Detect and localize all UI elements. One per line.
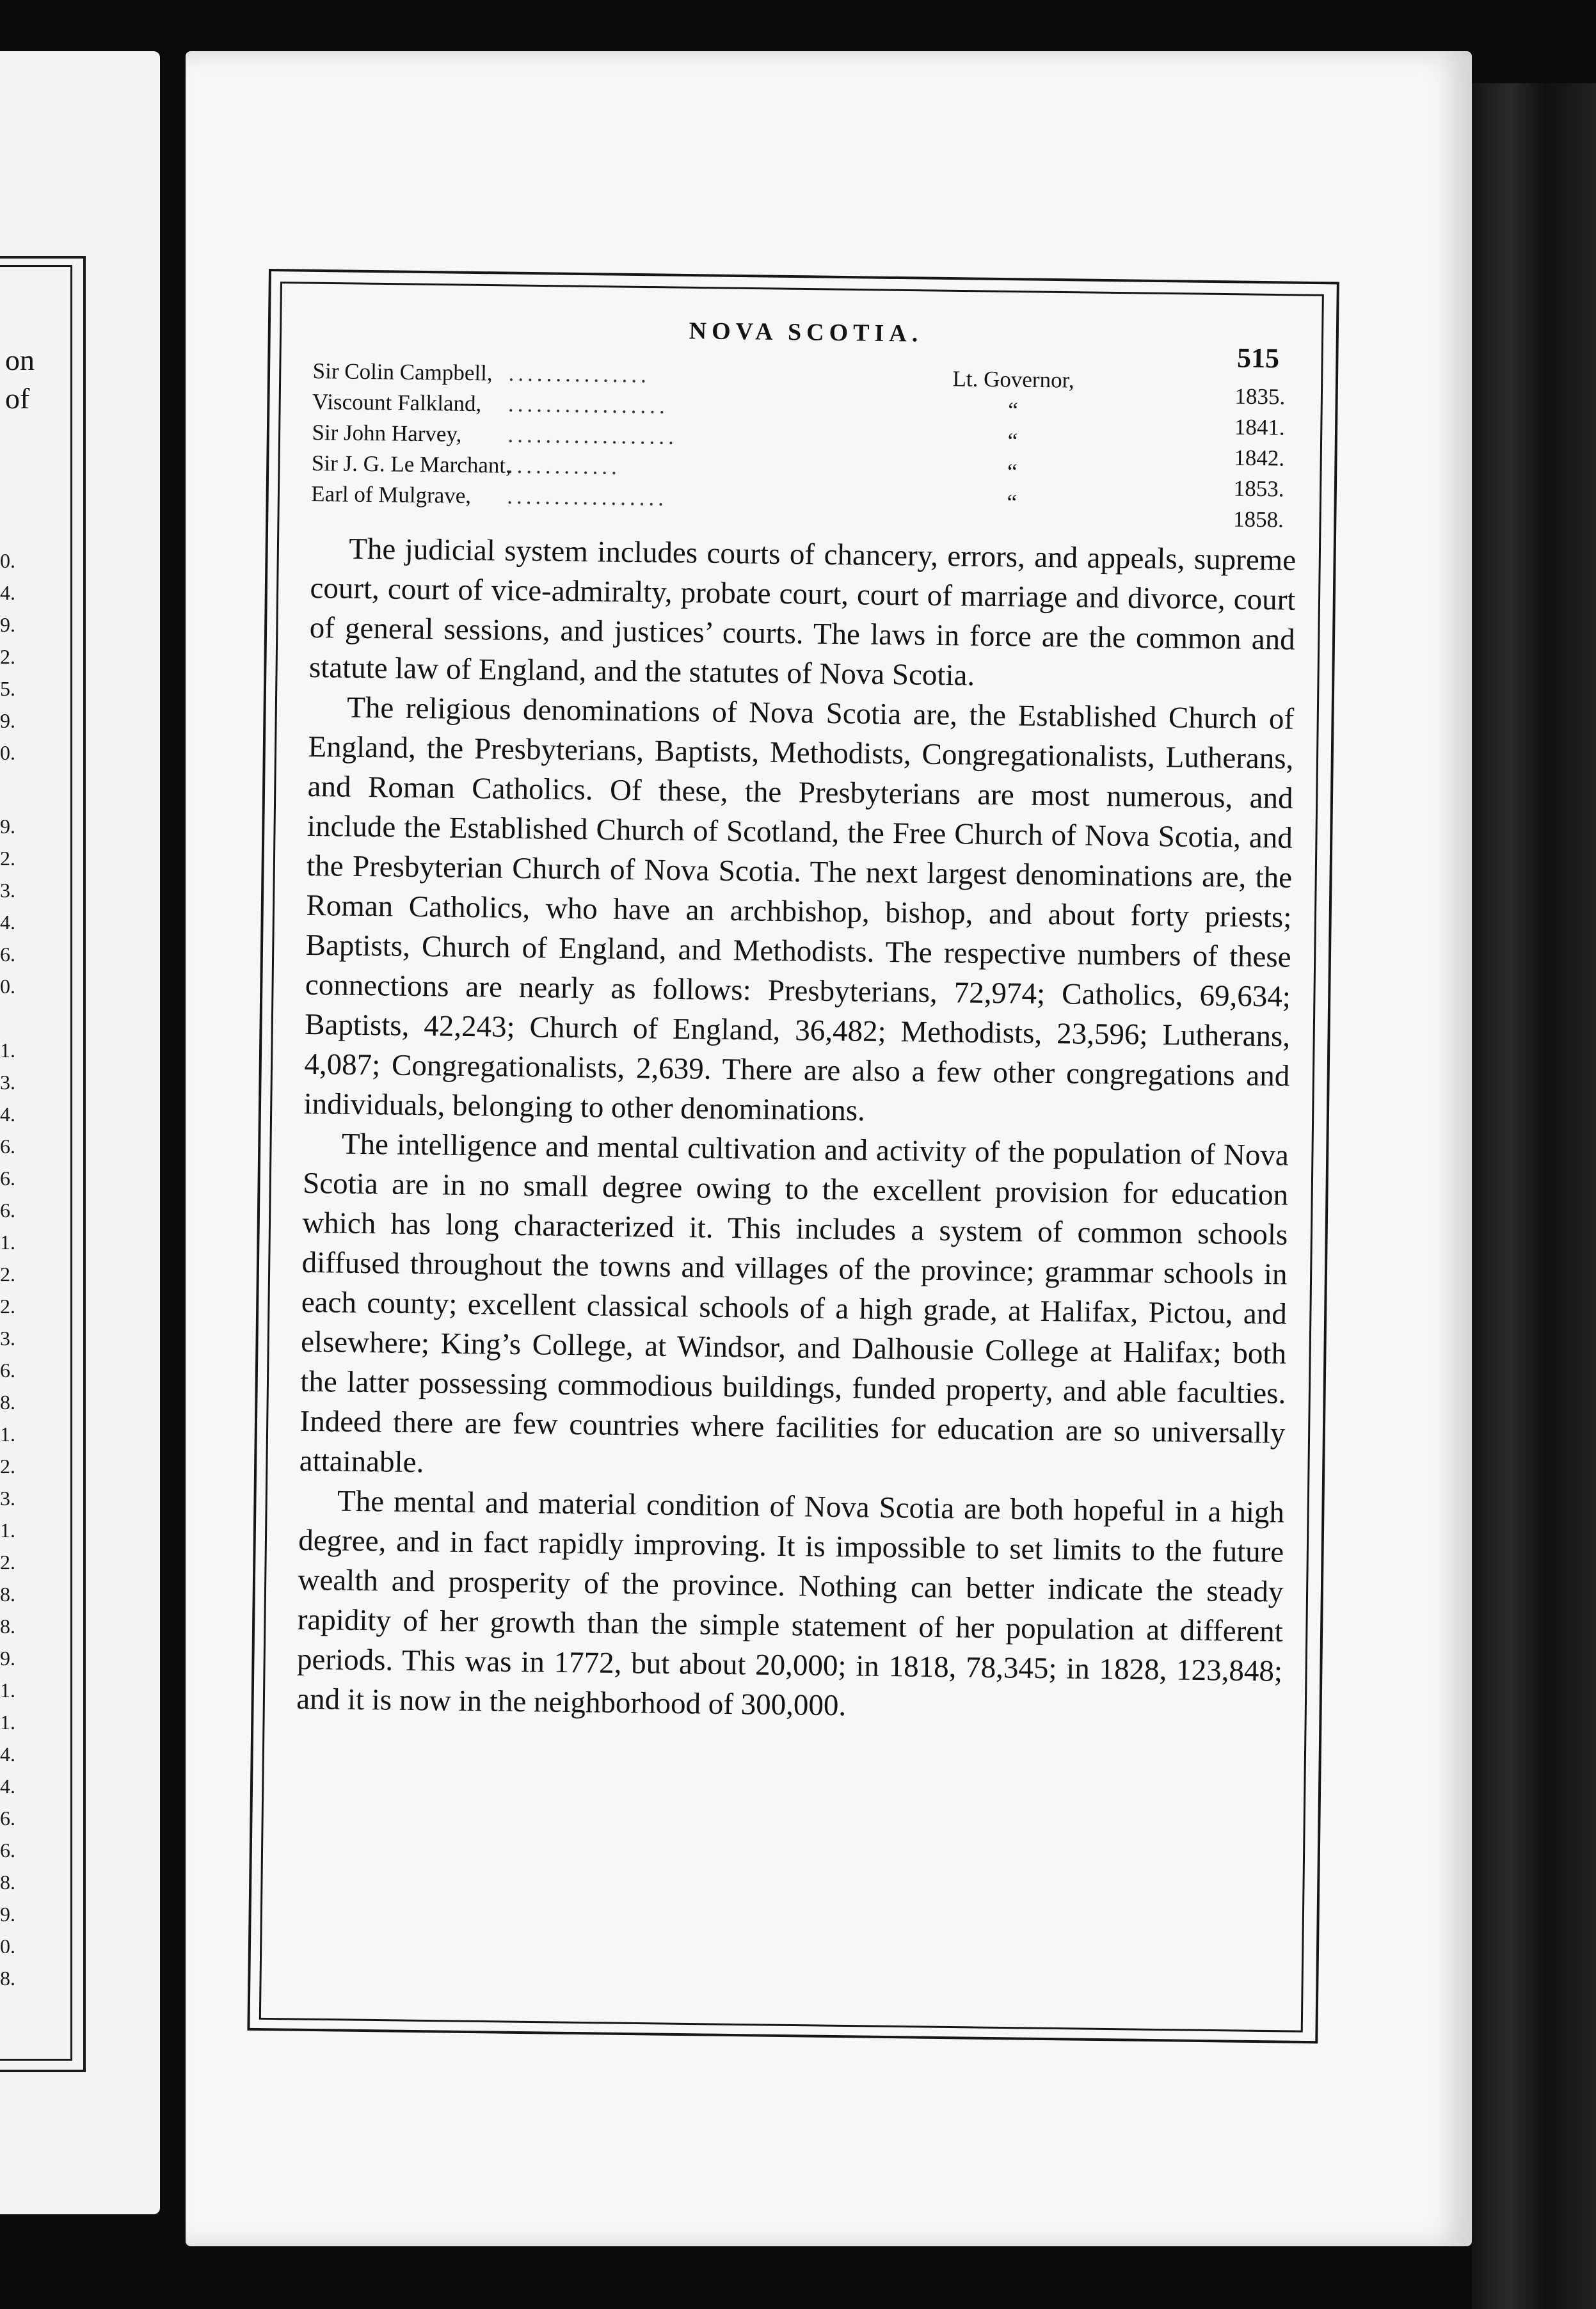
left-margin-number: 6. (0, 1839, 15, 1862)
left-margin-number: 1. (0, 1423, 15, 1446)
governor-year: 1835. (1234, 383, 1286, 410)
left-margin-number: 2. (0, 1455, 15, 1478)
left-margin-number: 6. (0, 1359, 15, 1382)
left-margin-number: 1. (0, 1711, 15, 1734)
paragraph-judicial: The judicial system includes courts of chancery, errors, and appeals, supreme court, court of vice-admiralty, probate court, court of marriage and divorce, court of general sessions, and justices’ courts. The laws in force are the common and statute law of England, and the statutes of Nova Scotia. (308, 532, 1297, 692)
governor-list (311, 358, 1298, 532)
left-margin-number: 6. (0, 1135, 15, 1158)
left-margin-number: 9. (0, 815, 15, 838)
governor-name: Sir Colin Campbell, (312, 358, 493, 386)
left-margin-number: 0. (0, 741, 15, 764)
paragraph-religion: The religious denominations of Nova Scotia are, the Established Church of England, the Presbyterians, Baptists, Methodists, Congregationalists, Lutherans, and Roman Catholics. Of these, the Presbyterians are most numerous, and include the Established Church of Scotland, the Free Church of Nova Scotia, and the Presbyterian Church of Nova Scotia. The next largest denominations are, the Roman Catholics, who have an archbishop, bishop, and about forty priests; Baptists, Church of England, and Methodists. The respective numbers of these connections are nearly as follows: Presbyterians, 72,974; Catholics, 69,634; Baptists, 42,243; Church of England, 36,482; Methodists, 23,596; Lutherans, 4,087; Congregationalists, 2,639. There are also a few other congregations and individuals, belonging to other denominations. (303, 691, 1295, 1128)
running-title: NOVA SCOTIA. (689, 317, 923, 348)
left-margin-number: 0. (0, 975, 15, 998)
left-margin-number: 6. (0, 1807, 15, 1830)
left-margin-number: 8. (0, 1583, 15, 1606)
leader-dots: ............... (508, 360, 651, 388)
left-margin-number: 9. (0, 1903, 15, 1926)
left-margin-number: 8. (0, 1391, 15, 1414)
left-page-word: on (5, 344, 35, 376)
left-margin-number: 0. (0, 1935, 15, 1958)
governor-title: “ (1007, 428, 1018, 454)
left-margin-number: 2. (0, 1295, 15, 1318)
governor-title: “ (1007, 397, 1018, 423)
page-number: 515 (1236, 342, 1280, 374)
governor-name: Sir John Harvey, (312, 419, 462, 447)
left-margin-number: 0. (0, 549, 15, 572)
left-margin-number: 6. (0, 1167, 15, 1190)
governor-name: Earl of Mulgrave, (311, 481, 472, 509)
left-margin-number: 6. (0, 943, 15, 966)
governor-title: “ (1007, 490, 1017, 515)
governor-title: Lt. Governor, (952, 366, 1074, 393)
paragraph-population: The mental and material condition of Nova Scotia are both hopeful in a high degree, and in fact rapidly improving. It is impossible to set limits to the future wealth and prosperity of the province. Nothing can better indicate the steady rapidity of her growth than the simple statement of her population at different periods. This was in 1772, but about 20,000; in 1818, 78,345; in 1828, 123,848; and it is now in the neighborhood of 300,000. (296, 1484, 1285, 1723)
left-margin-number: 3. (0, 1327, 15, 1350)
leader-dots: ................. (507, 391, 669, 419)
left-margin-number: 5. (0, 677, 15, 700)
governor-year: 1842. (1234, 445, 1285, 471)
left-margin-number: 3. (0, 1487, 15, 1510)
left-margin-number: 4. (0, 1775, 15, 1798)
paragraph-education: The intelligence and mental cultivation and activity of the population of Nova Scotia are in no small degree owing to the excellent provision for education which has long characterized it. This includes a system of common schools diffused throughout the towns and villages of the province; grammar schools in each county; excellent classical schools of a high grade, at Halifax, Pictou, and elsewhere; King’s College, at Windsor, and Dalhousie College at Halifax; both the latter possessing commodious buildings, funded property, and able faculties. Indeed there are few countries where facilities for education are so universally attainable. (299, 1127, 1289, 1480)
left-margin-number: 8. (0, 1871, 15, 1894)
left-margin-number: 3. (0, 879, 15, 902)
left-margin-number: 1. (0, 1039, 15, 1062)
left-margin-number: 1. (0, 1231, 15, 1254)
left-margin-number: 2. (0, 645, 15, 668)
leader-dots: ............ (507, 452, 621, 479)
left-margin-number: 4. (0, 1743, 15, 1766)
leader-dots: ................. (507, 483, 668, 511)
leader-dots: .................. (507, 422, 678, 449)
governor-name: Sir J. G. Le Marchant, (311, 450, 512, 478)
left-margin-number: 3. (0, 1071, 15, 1094)
left-margin-number: 4. (0, 581, 15, 604)
left-margin-number: 8. (0, 1967, 15, 1990)
governor-title: “ (1007, 459, 1017, 484)
left-margin-number: 9. (0, 1647, 15, 1670)
left-margin-number: 1. (0, 1519, 15, 1542)
body-text (296, 529, 1297, 1731)
left-margin-number: 9. (0, 613, 15, 636)
governor-year: 1853. (1233, 475, 1284, 502)
book-spine (1472, 83, 1596, 2309)
left-margin-number: 4. (0, 1103, 15, 1126)
left-margin-number: 9. (0, 709, 15, 732)
left-page (0, 51, 160, 2214)
left-margin-number: 2. (0, 847, 15, 870)
left-margin-number: 4. (0, 911, 15, 934)
governor-year: 1858. (1233, 506, 1284, 532)
left-margin-number: 8. (0, 1615, 15, 1638)
left-margin-number: 2. (0, 1263, 15, 1286)
left-margin-number: 6. (0, 1199, 15, 1222)
left-margin-number: 1. (0, 1679, 15, 1702)
left-margin-number: 2. (0, 1551, 15, 1574)
governor-name: Viscount Falkland, (312, 388, 482, 417)
page-content (296, 301, 1299, 1731)
governor-year: 1841. (1234, 414, 1285, 440)
left-page-word: of (5, 382, 30, 415)
